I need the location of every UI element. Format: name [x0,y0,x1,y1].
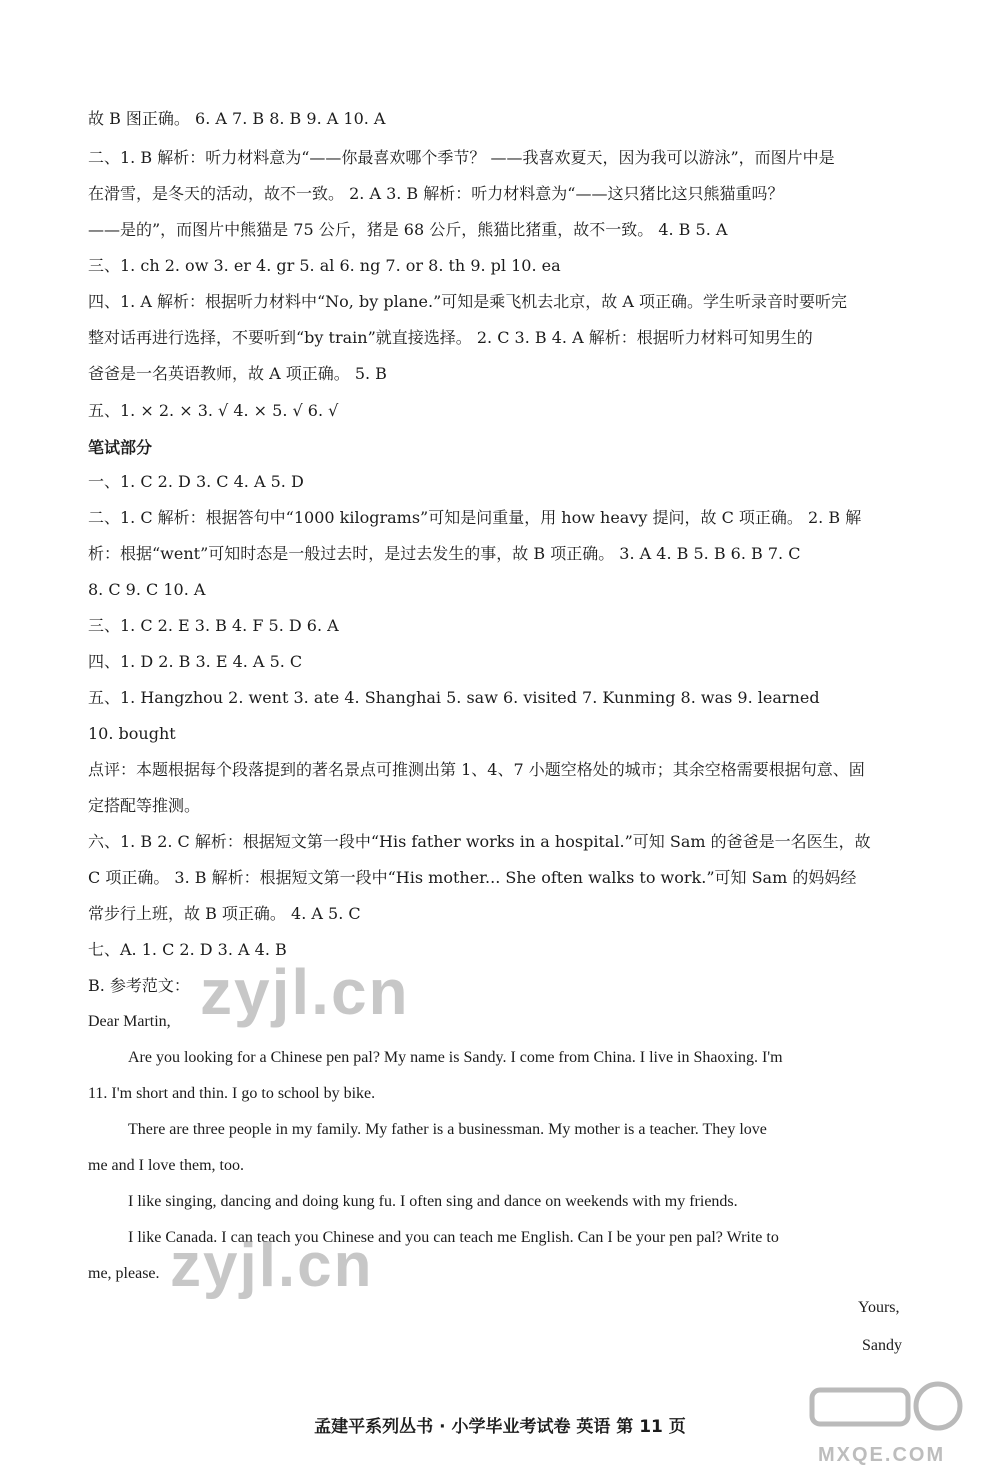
text-line: ——是的”，而图片中熊猫是 75 公斤，猪是 68 公斤，熊猫比猪重，故不一致。 4. B 5. A [88,220,728,239]
text-line: 10. bought [88,724,176,743]
letter-signature: Sandy [862,1337,902,1354]
text-line: B. 参考范文： [88,976,190,995]
text-line: C 项正确。 3. B 解析：根据短文第一段中“His mother... She often walks to work.”可知 Sam 的妈妈经 [88,868,857,887]
watermark-text: zyjl.cn [200,956,410,1028]
stamp-caption: MXQE.COM [818,1444,946,1466]
text-line: 8. C 9. C 10. A [88,580,206,599]
text-line: 五、1. × 2. × 3. √ 4. × 5. √ 6. √ [88,401,339,420]
page-footer: 孟建平系列丛书 · 小学毕业考试卷 英语 第 11 页 [314,1417,686,1437]
letter-paragraph: There are three people in my family. My father is a businessman. My mother is a teacher. They love [128,1121,767,1138]
letter-paragraph: me and I love them, too. [88,1157,244,1174]
text-line: 定搭配等推测。 [88,796,201,815]
text-line: 六、1. B 2. C 解析：根据短文第一段中“His father works in a hospital.”可知 Sam 的爸爸是一名医生，故 [88,832,871,851]
text-line: 析：根据“went”可知时态是一般过去时，是过去发生的事，故 B 项正确。 3. A 4. B 5. B 6. B 7. C [88,544,801,563]
text-line: 五、1. Hangzhou 2. went 3. ate 4. Shanghai 5. saw 6. visited 7. Kunming 8. was 9. learned [88,688,820,707]
text-line: 二、1. B 解析：听力材料意为“——你最喜欢哪个季节？ ——我喜欢夏天，因为我可以游泳”，而图片中是 [88,148,835,167]
letter-paragraph: 11. I'm short and thin. I go to school by bike. [88,1085,376,1102]
text-line: 二、1. C 解析：根据答句中“1000 kilograms”可知是问重量，用 how heavy 提问，故 C 项正确。 2. B 解 [88,508,862,527]
letter-paragraph: Are you looking for a Chinese pen pal? My name is Sandy. I come from China. I live in Shaoxing. I'm [128,1049,783,1066]
text-line: 点评：本题根据每个段落提到的著名景点可推测出第 1、4、7 小题空格处的城市；其余空格需要根据句意、固 [88,760,865,779]
text-line: 整对话再进行选择，不要听到“by train”就直接选择。 2. C 3. B 4. A 解析：根据听力材料可知男生的 [88,328,813,347]
text-line: 四、1. A 解析：根据听力材料中“No, by plane.”可知是乘飞机去北京，故 A 项正确。学生听录音时要听完 [88,292,848,311]
letter-paragraph: me, please. [88,1265,160,1282]
text-line: 故 B 图正确。 6. A 7. B 8. B 9. A 10. A [88,109,386,128]
letter-paragraph: I like singing, dancing and doing kung fu. I often sing and dance on weekends with my friends. [128,1193,738,1210]
text-line: 爸爸是一名英语教师，故 A 项正确。 5. B [88,364,387,383]
text-line: 常步行上班，故 B 项正确。 4. A 5. C [88,904,361,923]
letter-salutation: Dear Martin, [88,1013,171,1030]
text-line: 七、A. 1. C 2. D 3. A 4. B [88,940,287,959]
text-line: 一、1. C 2. D 3. C 4. A 5. D [88,472,304,491]
text-line: 四、1. D 2. B 3. E 4. A 5. C [88,652,303,671]
text-line: 三、1. C 2. E 3. B 4. F 5. D 6. A [88,616,339,635]
watermark-text: zyjl.cn [170,1231,374,1300]
letter-paragraph: I like Canada. I can teach you Chinese and you can teach me English. Can I be your pen pal? Write to [128,1229,779,1246]
text-line: 在滑雪，是冬天的活动，故不一致。 2. A 3. B 解析：听力材料意为“——这只猪比这只熊猫重吗？ [88,184,784,203]
text-line: 三、1. ch 2. ow 3. er 4. gr 5. al 6. ng 7. or 8. th 9. pl 10. ea [88,256,561,275]
section-heading: 笔试部分 [88,438,153,457]
letter-closing: Yours, [858,1299,900,1316]
